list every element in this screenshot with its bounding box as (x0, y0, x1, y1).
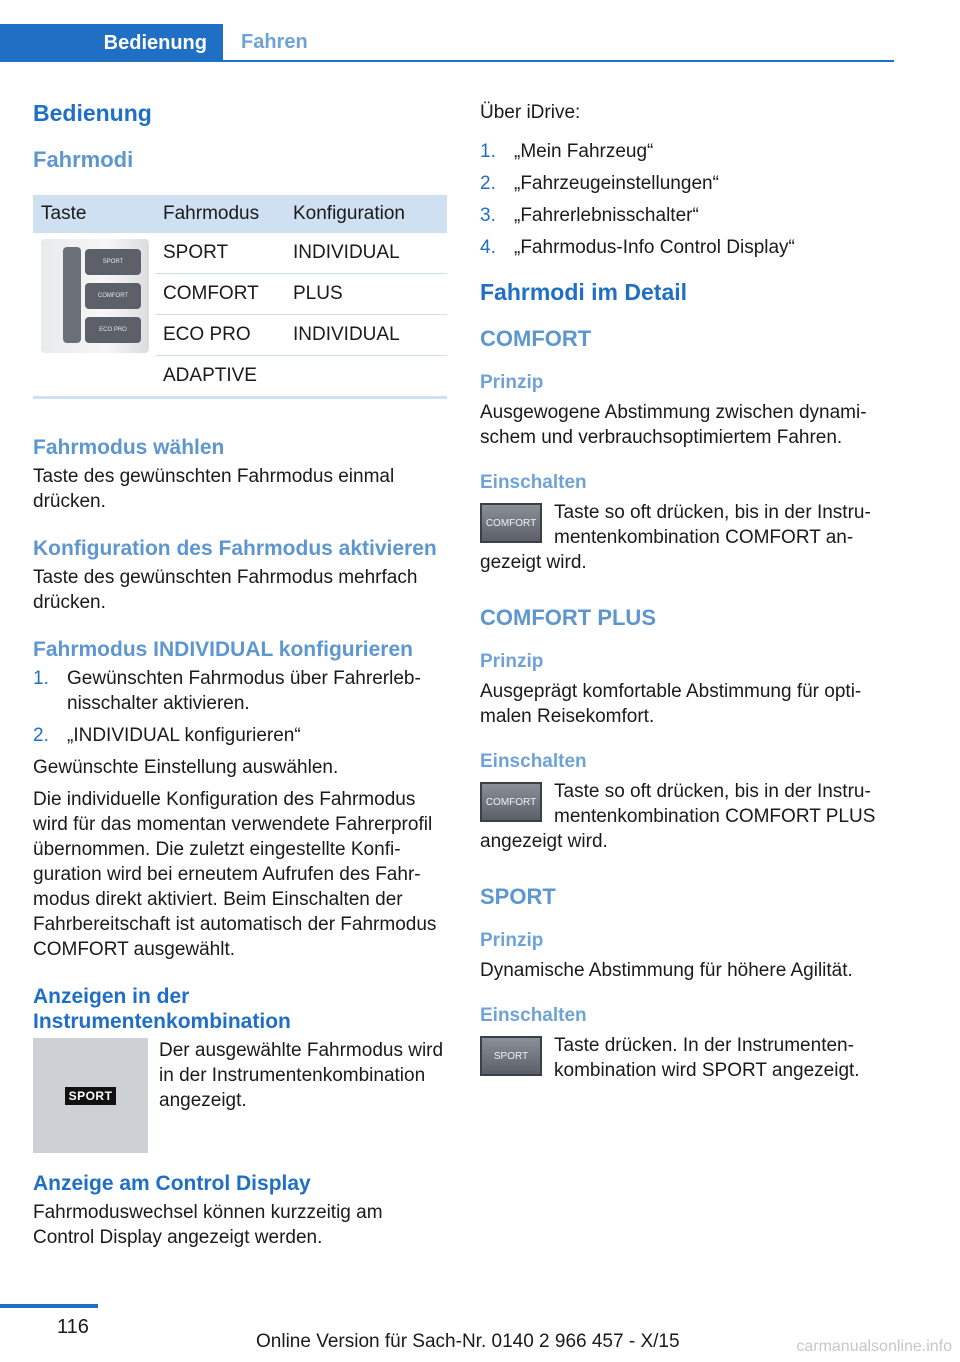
text-comfort-plus-einschalten: Taste so oft drücken, bis in der Instrumentenkombination COMFORT PLUS angezeigt wird. (480, 781, 876, 852)
heading-anzeigen-instrumentenkombination: Anzeigen in der Instrumentenkombination (33, 985, 291, 1033)
text-idrive-intro: Über iDrive: (480, 102, 581, 123)
label-prinzip: Prinzip (480, 651, 544, 672)
page-title: Bedienung (33, 100, 152, 126)
table-cell: ECO PRO (155, 315, 285, 356)
heading-konfiguration-aktivieren: Konfiguration des Fahrmodus aktivieren (33, 537, 437, 560)
heading-fahrmodus-waehlen: Fahrmodus wählen (33, 436, 225, 459)
individual-steps-list (33, 666, 447, 748)
heading-individual-konfigurieren: Fahrmodus INDIVIDUAL konfigurieren (33, 638, 413, 661)
table-header-row (33, 195, 447, 233)
label-einschalten: Einschalten (480, 751, 587, 772)
list-item: 2. „Fahrzeugeinstellungen“ (480, 173, 719, 194)
heading-fahrmodi-im-detail: Fahrmodi im Detail (480, 279, 688, 305)
left-column (33, 100, 447, 1250)
tab-fahren[interactable]: Fahren (241, 30, 308, 53)
list-item: 1. Gewünschten Fahrmodus über Fahrerlebnisschalter aktivieren. (33, 668, 421, 714)
comfort-einschalten-block (480, 500, 894, 575)
heading-sport: SPORT (480, 884, 556, 909)
text-comfort-einschalten: Taste so oft drücken, bis in der Instrumentenkombination COMFORT angezeigt wird. (480, 502, 871, 573)
sport-display-badge: SPORT (65, 1087, 117, 1105)
table-cell: PLUS (285, 274, 447, 315)
page-number: 116 (57, 1316, 89, 1338)
fahrmodi-table (33, 195, 447, 399)
table-cell: COMFORT (155, 274, 285, 315)
idrive-steps-list (480, 139, 894, 260)
text-einstellung-auswaehlen: Gewünschte Einstellung auswählen. (33, 757, 339, 778)
sport-einschalten-block (480, 1033, 894, 1083)
text-comfort-plus-prinzip: Ausgeprägt komfortable Abstimmung für optimalen Reisekomfort. (480, 681, 862, 727)
switch-button-comfort: COMFORT (85, 283, 141, 309)
text-konfiguration-aktivieren: Taste des gewünschten Fahrmodus mehrfach drücken. (33, 567, 418, 613)
comfort-button-image: COMFORT (480, 503, 542, 543)
heading-comfort: COMFORT (480, 326, 592, 351)
table-cell: SPORT (155, 233, 285, 274)
chapter-tabs (0, 24, 894, 62)
switch-button-sport: SPORT (85, 249, 141, 275)
text-fahrmodus-waehlen: Taste des gewünschten Fahrmodus einmal drücken. (33, 466, 395, 512)
table-cell: INDIVIDUAL (285, 315, 447, 356)
right-column (480, 100, 894, 1083)
header-rule (0, 60, 894, 62)
table-row (33, 233, 447, 274)
list-item: 3. „Fahrerlebnisschalter“ (480, 205, 699, 226)
list-item: 4. „Fahrmodus-Info Control Display“ (480, 237, 795, 258)
list-item: 2. „INDIVIDUAL konfigurieren“ (33, 725, 301, 746)
label-prinzip: Prinzip (480, 930, 544, 951)
table-header-cell: Konfiguration (285, 195, 447, 233)
label-einschalten: Einschalten (480, 1005, 587, 1026)
table-header-cell: Taste (33, 195, 155, 233)
text-sport-prinzip: Dynamische Abstimmung für höhere Agilität. (480, 960, 853, 981)
comfort-plus-button-image: COMFORT (480, 782, 542, 822)
section-title-fahrmodi: Fahrmodi (33, 147, 134, 172)
tab-bedienung[interactable]: Bedienung (0, 24, 223, 62)
heading-control-display: Anzeige am Control Display (33, 1172, 311, 1195)
text-comfort-prinzip: Ausgewogene Abstimmung zwischen dynamischem und verbrauchsoptimiertem Fahren. (480, 402, 867, 448)
switch-side-button (63, 247, 81, 343)
watermark: carmanualsonline.info (796, 1338, 952, 1355)
text-anzeigen: Der ausgewählte Fahrmodus wird in der Instrumentenkombination angezeigt. (159, 1040, 444, 1111)
instrument-cluster-image (33, 1038, 148, 1153)
text-individual-paragraph: Die individuelle Konfiguration des Fahrmodus wird für das momentan verwendete Fahrerprofil übernommen. Die zuletzt eingestellte Konfiguration wird bei erneutem Aufrufen des Fahrmodus direkt aktiviert. Beim Einschalten der Fahrbereitschaft ist automatisch der Fahrmodus COMFORT ausgewählt. (33, 789, 437, 960)
table-cell: INDIVIDUAL (285, 233, 447, 274)
sport-button-image: SPORT (480, 1036, 542, 1076)
comfort-plus-einschalten-block (480, 779, 894, 854)
instrument-cluster-figure (33, 1038, 447, 1153)
text-control-display: Fahrmoduswechsel können kurzzeitig am Control Display angezeigt werden. (33, 1202, 383, 1248)
footer-rule (0, 1304, 98, 1308)
table-header-cell: Fahrmodus (155, 195, 285, 233)
driving-experience-switch-image (41, 239, 149, 353)
online-version-text: Online Version für Sach-Nr. 0140 2 966 457 - X/15 (256, 1331, 680, 1352)
text-sport-einschalten: Taste drücken. In der Instrumentenkombination wird SPORT angezeigt. (554, 1035, 860, 1081)
switch-button-eco-pro: ECO PRO (85, 317, 141, 343)
label-prinzip: Prinzip (480, 372, 544, 393)
switch-image-cell (33, 233, 155, 398)
table-cell (285, 356, 447, 398)
table-cell: ADAPTIVE (155, 356, 285, 398)
list-item: 1. „Mein Fahrzeug“ (480, 141, 654, 162)
label-einschalten: Einschalten (480, 472, 587, 493)
heading-comfort-plus: COMFORT PLUS (480, 605, 656, 630)
